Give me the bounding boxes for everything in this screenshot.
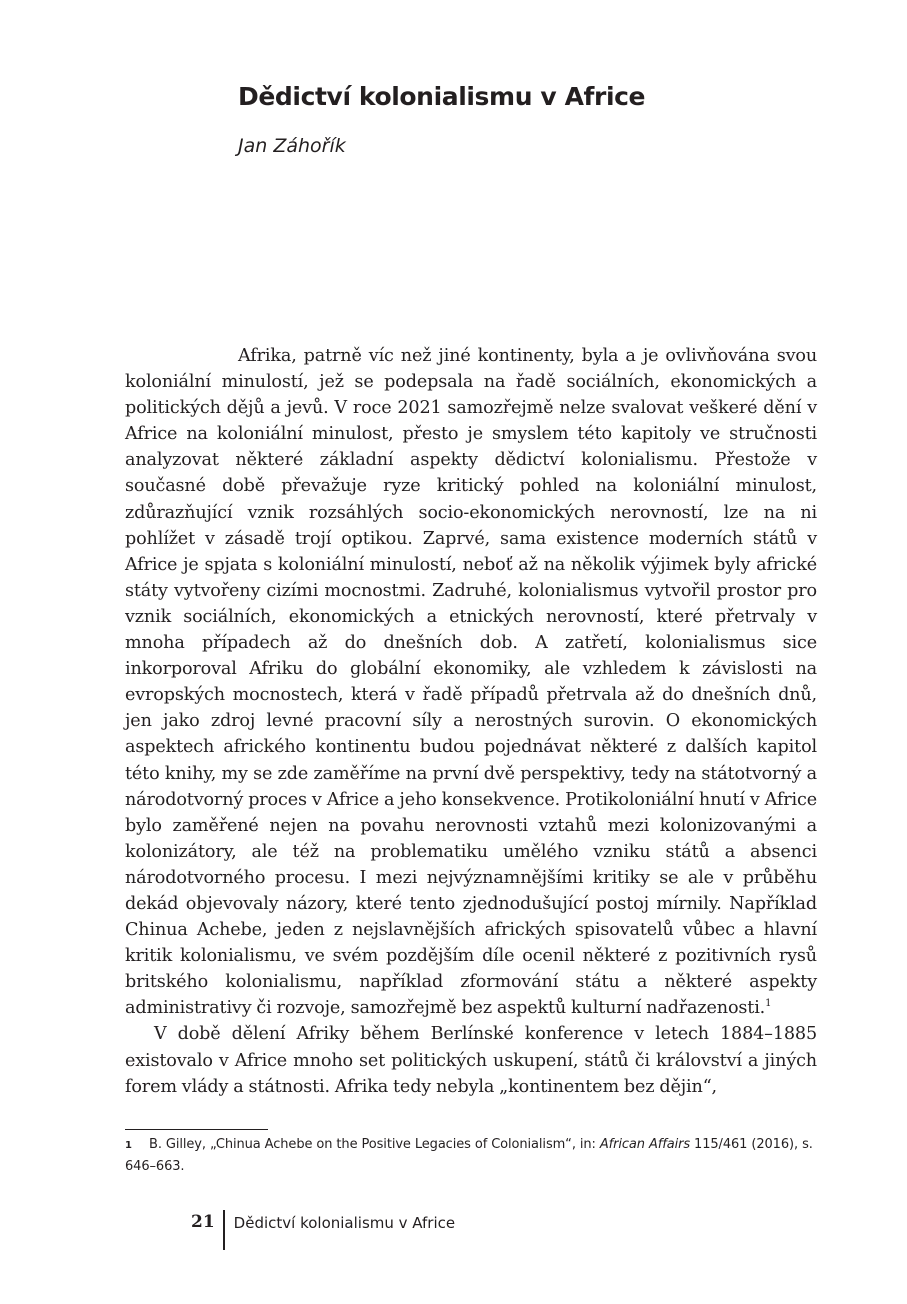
paragraph (125, 343, 817, 1021)
footnote (125, 1134, 817, 1177)
paragraph-text: V době dělení Afriky během Berlínské konference v letech 1884–1885 existovalo v Africe mnoho set politických uskupení, států či království a jiných forem vlády a státnosti. Afrika tedy nebyla „kontinentem bez dějin“, (125, 1024, 817, 1097)
footnote-number: 1 (125, 1140, 132, 1151)
chapter-title: Dědictví kolonialismu v Africe (238, 82, 646, 111)
running-title: Dědictví kolonialismu v Africe (233, 1214, 456, 1232)
footnote-divider (125, 1129, 268, 1130)
footnote-citation: 115/461 (2016), s. 646–663. (125, 1137, 813, 1174)
footnote-reference[interactable]: 1 (765, 998, 772, 1010)
page-number: 21 (191, 1212, 215, 1232)
paragraph (125, 1021, 817, 1099)
body-text (125, 343, 817, 1100)
page-footer (191, 1210, 455, 1250)
paragraph-text: Afrika, patrně víc než jiné kontinenty, byla a je ovlivňována svou koloniální minulostí, jež se podepsala na řadě sociálních, ekonomických a politických dějů a jevů. V roce 2021 samozřejmě nelze svalovat veškeré dění v Africe na koloniální minulost, přesto je smyslem této kapitoly ve stručnosti analyzovat některé základní aspekty dědictví kolonialismu. Přestože v současné době převažuje ryze kritický pohled na koloniální minulost, zdůrazňující vznik rozsáhlých socio-ekonomických nerovností, lze na ni pohlížet v zásadě trojí optikou. Zaprvé, sama existence moderních států v Africe je spjata s koloniální minulostí, neboť až na několik výjimek byly africké státy vytvořeny cizími mocnostmi. Zadruhé, kolonialismus vytvořil prostor pro vznik sociálních, ekonomických a etnických nerovností, které přetrvaly v mnoha případech až do dnešních dob. A zatřetí, kolonialismus sice inkorporoval Afriku do globální ekonomiky, ale vzhledem k závislosti na evropských mocnostech, která v řadě případů přetrvala až do dnešních dnů, jen jako zdroj levné pracovní síly a nerostných surovin. O ekonomických aspektech afrického kontinentu budou pojednávat některé z dalších kapitol této knihy, my se zde zaměříme na první dvě perspektivy, tedy na státotvorný a národotvorný proces v Africe a jeho konsekvence. Protikoloniální hnutí v Africe bylo zaměřené nejen na povahu nerovnosti vztahů mezi kolonizovanými a kolonizátory, ale též na problematiku umělého vzniku států a absenci národotvorného procesu. I mezi nejvýznamnějšími kritiky se ale v průběhu dekád objevovaly názory, které tento zjednodušující postoj mírnily. Například Chinua Achebe, jeden z nejslavnějších afrických spisovatelů vůbec a hlavní kritik kolonialismu, ve svém pozdějším díle ocenil některé z pozitivních rysů britského kolonialismu, například zformování státu a některé aspekty administrativy či rozvoje, samozřejmě bez aspektů kulturní nadřazenosti. (125, 346, 817, 1019)
footer-divider (223, 1210, 225, 1250)
footnote-text: B. Gilley, „Chinua Achebe on the Positive Legacies of Colonialism“, in: (149, 1137, 600, 1152)
chapter-author: Jan Záhořík (238, 135, 346, 157)
footnote-journal: African Affairs (599, 1137, 690, 1152)
